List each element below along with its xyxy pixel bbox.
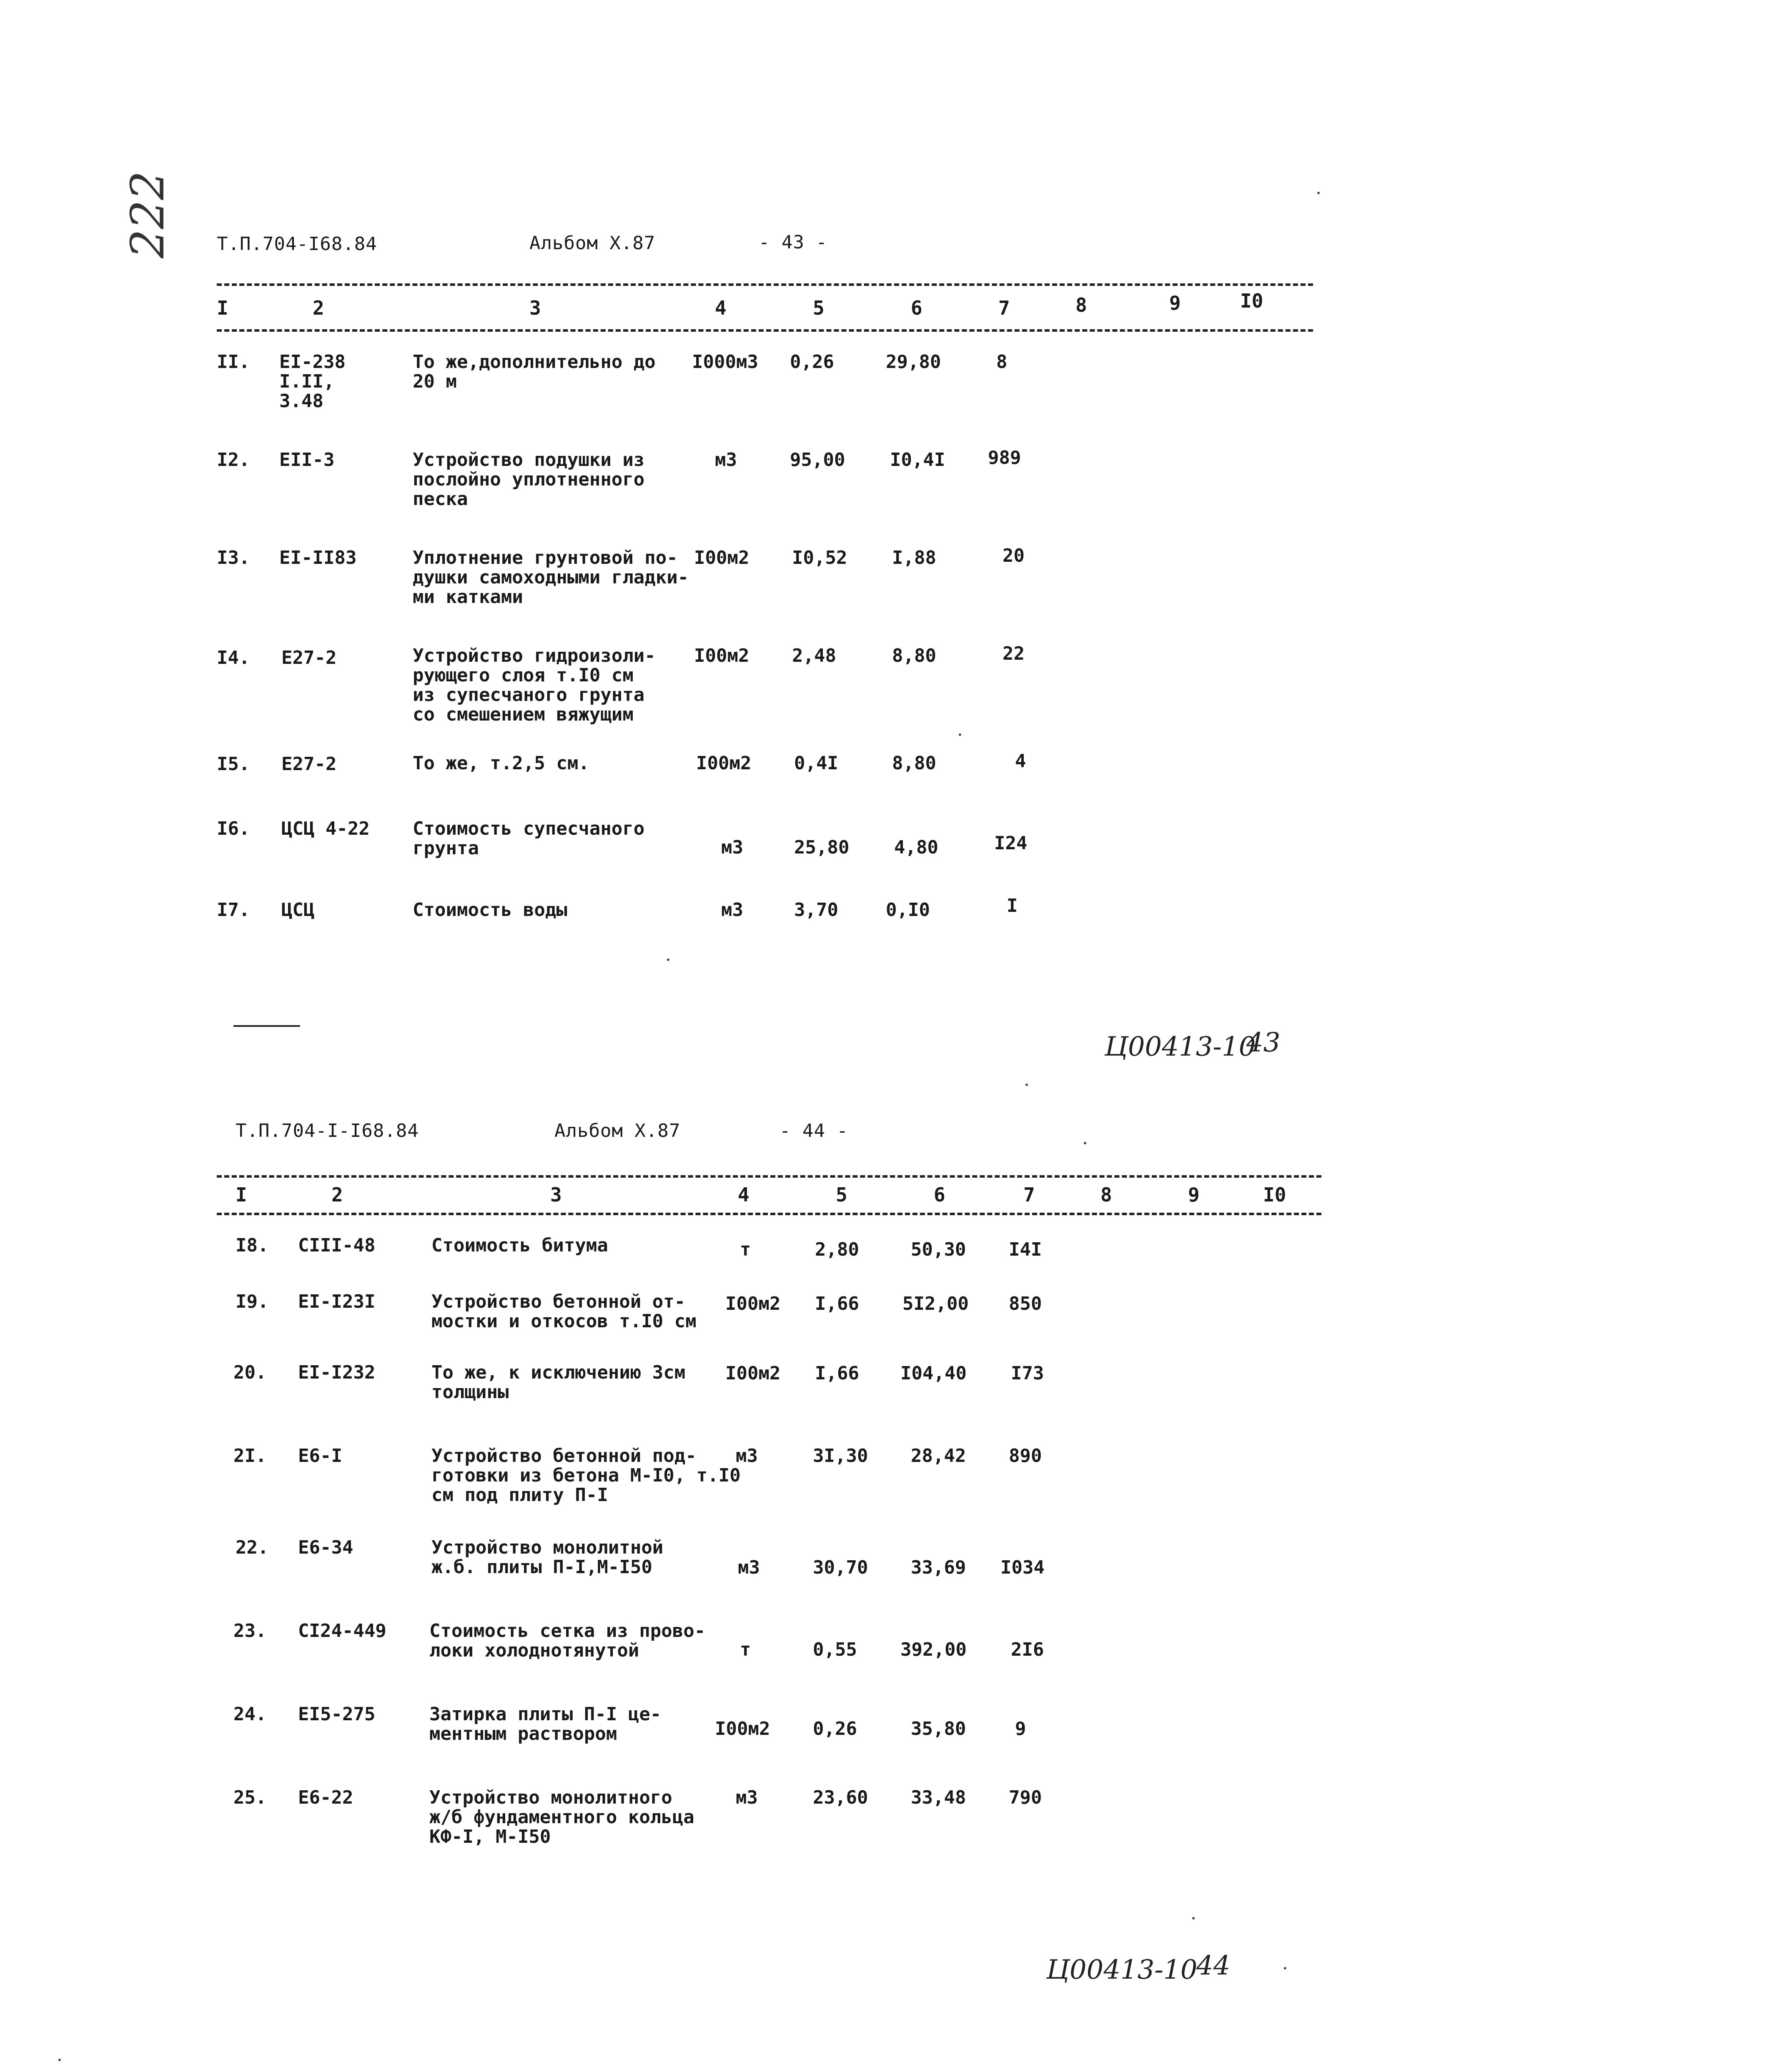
quantity: I0,52 (792, 547, 847, 568)
page1-col-9: 9 (1169, 292, 1181, 314)
quantity: 2,80 (815, 1239, 859, 1260)
unit-price: 8,80 (892, 753, 936, 774)
quantity: 3I,30 (813, 1445, 868, 1466)
unit-price: 5I2,00 (902, 1293, 969, 1314)
row-number: 2I. (233, 1445, 267, 1466)
work-description: То же, к исключению 3см толщины (431, 1362, 686, 1403)
row-number: I5. (217, 753, 250, 775)
unit-price: 392,00 (900, 1639, 967, 1660)
page1-col-1: I (217, 297, 228, 319)
scan-speck (959, 733, 961, 736)
row-number: I9. (236, 1291, 269, 1312)
norm-code: ЦСЦ (281, 899, 315, 921)
page1-col-6: 6 (911, 297, 922, 319)
unit: м3 (721, 837, 743, 858)
unit-price: I04,40 (900, 1363, 967, 1384)
page1-page-number: - 43 - (759, 232, 827, 253)
page2-col-3: 3 (550, 1184, 562, 1206)
unit: т (740, 1239, 751, 1260)
page1-signature-line (233, 1025, 300, 1027)
norm-code: CI24-449 (298, 1620, 386, 1642)
unit: м3 (715, 449, 737, 470)
total-cost: 890 (1009, 1445, 1042, 1466)
work-description: Устройство бетонной под- готовки из бетона М-I0, т.I0 см под плиту П-I (431, 1445, 741, 1506)
scan-speck (58, 2059, 61, 2061)
work-description: То же,дополнительно до 20 м (413, 351, 656, 392)
norm-code: E6-I (298, 1445, 342, 1466)
total-cost: 22 (1003, 643, 1025, 664)
quantity: 25,80 (794, 837, 850, 858)
total-cost: 790 (1009, 1787, 1042, 1808)
work-description: Уплотнение грунтовой по- душки самоходными гладки- ми катками (413, 547, 689, 608)
page1-header-rule-bottom (217, 329, 1313, 332)
page1-col-5: 5 (813, 297, 825, 319)
unit-price: 33,48 (911, 1787, 966, 1808)
row-number: I8. (236, 1235, 269, 1256)
total-cost: 20 (1003, 545, 1025, 566)
quantity: 2,48 (792, 645, 836, 666)
page2-col-9: 9 (1188, 1184, 1200, 1206)
quantity: I,66 (815, 1293, 859, 1314)
page2-col-5: 5 (836, 1184, 847, 1206)
work-description: Устройство монолитной ж.б. плиты П-I,М-I50 (431, 1537, 664, 1578)
norm-code: ЦСЦ 4-22 (281, 818, 370, 839)
unit: т (740, 1639, 751, 1660)
quantity: 23,60 (813, 1787, 868, 1808)
quantity: 0,26 (790, 351, 834, 373)
quantity: 95,00 (790, 449, 845, 470)
work-description: Стоимость супесчаного грунта (413, 818, 645, 859)
page1-col-7: 7 (998, 297, 1010, 319)
total-cost: 989 (988, 447, 1021, 468)
page2-col-2: 2 (331, 1184, 343, 1206)
norm-code: E6-34 (298, 1537, 353, 1558)
row-number: II. (217, 351, 250, 373)
total-cost: I (1007, 895, 1018, 916)
row-number: I6. (217, 818, 250, 839)
quantity: 3,70 (794, 899, 838, 921)
quantity: 0,4I (794, 753, 838, 774)
row-number: 25. (233, 1787, 267, 1808)
work-description: Устройство подушки из послойно уплотненного песка (413, 449, 645, 510)
norm-code: E27-2 (281, 753, 337, 775)
corner-handwritten-mark: 222 (121, 171, 174, 258)
row-number: 23. (233, 1620, 267, 1642)
unit: I00м2 (725, 1293, 781, 1314)
unit-price: 33,69 (911, 1557, 966, 1578)
scan-speck (1025, 1084, 1028, 1086)
page1-col-8: 8 (1075, 294, 1087, 316)
norm-code: E6-22 (298, 1787, 353, 1808)
page2-doc-code: Т.П.704-I-I68.84 (236, 1120, 419, 1141)
total-cost: 850 (1009, 1293, 1042, 1314)
norm-code: EI-I23I (298, 1291, 376, 1312)
page1-col-10: I0 (1240, 290, 1263, 312)
page1-header-rule-top (217, 283, 1313, 286)
page1-col-2: 2 (313, 297, 324, 319)
scan-speck (1192, 1917, 1195, 1919)
norm-code: EI-I232 (298, 1362, 376, 1383)
row-number: I4. (217, 647, 250, 668)
row-number: I3. (217, 547, 250, 568)
unit: м3 (738, 1557, 760, 1578)
work-description: Устройство бетонной от- мостки и откосов т.I0 см (431, 1291, 697, 1332)
norm-code: EI-II83 (279, 547, 357, 568)
unit: I00м2 (694, 645, 749, 666)
page2-col-4: 4 (738, 1184, 749, 1206)
scan-speck (667, 958, 669, 961)
row-number: I7. (217, 899, 250, 921)
page2-col-7: 7 (1023, 1184, 1035, 1206)
total-cost: I24 (994, 833, 1028, 854)
norm-code: EII-3 (279, 449, 335, 470)
total-cost: 4 (1015, 751, 1026, 772)
page2-col-10: I0 (1263, 1184, 1286, 1206)
page2-col-1: I (236, 1184, 247, 1206)
scan-speck (1084, 1142, 1086, 1144)
unit-price: 8,80 (892, 645, 936, 666)
page1-archive-number: 43 (1246, 1027, 1281, 1058)
page2-archive-number: 44 (1196, 1950, 1231, 1981)
page1-doc-code: Т.П.704-I68.84 (217, 233, 377, 255)
unit-price: I0,4I (890, 449, 945, 470)
work-description: То же, т.2,5 см. (413, 753, 589, 774)
scan-speck (1317, 192, 1320, 194)
unit-price: 28,42 (911, 1445, 966, 1466)
page2-archive-mark: Ц00413-10 (1046, 1954, 1198, 1985)
page1-col-3: 3 (529, 297, 541, 319)
total-cost: 2I6 (1011, 1639, 1044, 1660)
norm-code: EI-238 I.II, 3.48 (279, 351, 346, 412)
unit: м3 (736, 1787, 758, 1808)
quantity: 30,70 (813, 1557, 868, 1578)
norm-code: EI5-275 (298, 1704, 376, 1725)
total-cost: 9 (1015, 1718, 1026, 1739)
quantity: I,66 (815, 1363, 859, 1384)
page2-page-number: - 44 - (779, 1120, 848, 1141)
unit: I00м2 (694, 547, 749, 568)
total-cost: I73 (1011, 1363, 1044, 1384)
page2-col-8: 8 (1100, 1184, 1112, 1206)
unit: I00м2 (696, 753, 752, 774)
work-description: Устройство монолитного ж/б фундаментного кольца КФ-I, М-I50 (429, 1787, 694, 1847)
unit-price: 4,80 (894, 837, 938, 858)
page2-header-rule-top (217, 1175, 1321, 1178)
unit: I000м3 (692, 351, 758, 373)
unit-price: 29,80 (886, 351, 941, 373)
quantity: 0,55 (813, 1639, 857, 1660)
work-description: Стоимость сетка из прово- локи холоднотянутой (429, 1620, 706, 1661)
page2-album: Альбом X.87 (554, 1120, 681, 1141)
work-description: Устройство гидроизоли- рующего слоя т.I0 см из супесчаного грунта со смешением вяжущим (413, 645, 656, 725)
work-description: Стоимость воды (413, 899, 567, 921)
unit-price: I,88 (892, 547, 936, 568)
unit: м3 (721, 899, 743, 921)
norm-code: CIII-48 (298, 1235, 376, 1256)
page1-album: Альбом X.87 (529, 233, 656, 254)
unit: м3 (736, 1445, 758, 1466)
unit-price: 0,I0 (886, 899, 930, 921)
row-number: I2. (217, 449, 250, 470)
row-number: 20. (233, 1362, 267, 1383)
scan-speck (1284, 1967, 1286, 1969)
work-description: Затирка плиты П-I це- ментным раствором (429, 1704, 662, 1744)
total-cost: 8 (996, 351, 1008, 373)
unit: I00м2 (715, 1718, 770, 1739)
unit-price: 50,30 (911, 1239, 966, 1260)
norm-code: E27-2 (281, 647, 337, 668)
row-number: 24. (233, 1704, 267, 1725)
total-cost: I034 (1000, 1557, 1045, 1578)
page2-col-6: 6 (934, 1184, 945, 1206)
page1-col-4: 4 (715, 297, 727, 319)
unit-price: 35,80 (911, 1718, 966, 1739)
work-description: Стоимость битума (431, 1235, 608, 1256)
page2-header-rule-bottom (217, 1213, 1321, 1215)
quantity: 0,26 (813, 1718, 857, 1739)
page1-archive-mark: Ц00413-10 (1105, 1031, 1256, 1062)
total-cost: I4I (1009, 1239, 1042, 1260)
unit: I00м2 (725, 1363, 781, 1384)
row-number: 22. (236, 1537, 269, 1558)
